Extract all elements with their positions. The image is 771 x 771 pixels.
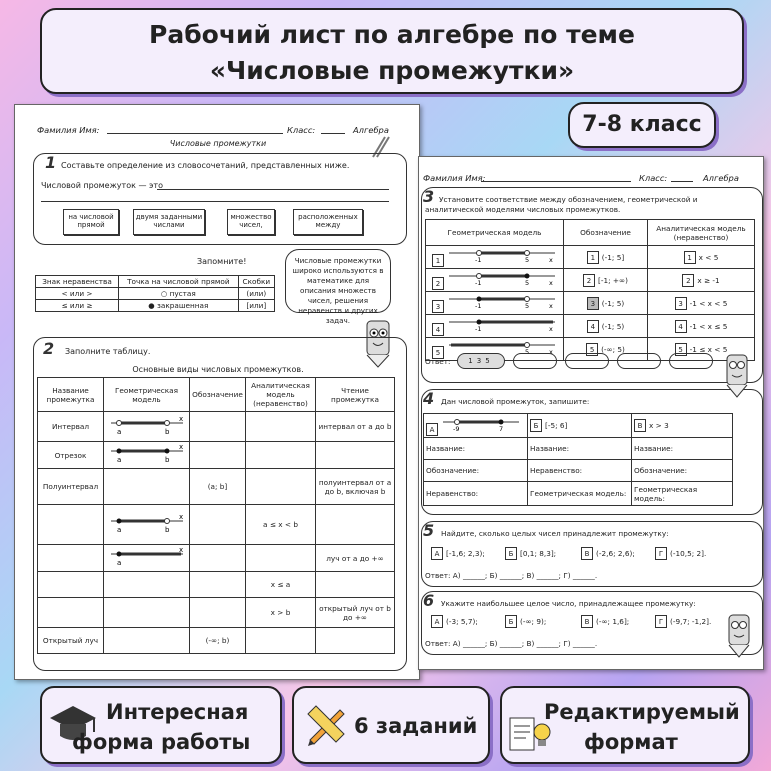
table-cell bbox=[190, 505, 246, 545]
match-geo: 4 -1 x bbox=[426, 315, 564, 338]
match-designation: 3 (-1; 5) bbox=[564, 292, 648, 315]
field-cell[interactable]: Обозначение: bbox=[424, 460, 528, 482]
task-5-option-a: А [-1,6; 2,3); bbox=[431, 547, 485, 560]
task-3-answer-label: Ответ: bbox=[425, 357, 451, 366]
task-6-number: 6 bbox=[423, 591, 435, 610]
task-1-number: 1 bbox=[45, 153, 57, 172]
svg-text:b: b bbox=[164, 456, 169, 464]
svg-text:a: a bbox=[116, 559, 121, 567]
table-cell: x ≤ a bbox=[246, 572, 316, 598]
remember-label: Запомните! bbox=[197, 257, 247, 266]
table-cell: полуинтервал от a до b, включая b bbox=[316, 469, 395, 505]
grade-badge: 7-8 класс bbox=[568, 102, 716, 148]
answer-pill[interactable] bbox=[513, 353, 557, 369]
name-label-2: Фамилия Имя: bbox=[423, 173, 486, 183]
field-cell[interactable]: Геометрическая модель: bbox=[632, 482, 733, 506]
option-c: В x > 3 bbox=[632, 414, 733, 438]
task-5-text: Найдите, сколько целых чисел принадлежит промежутку: bbox=[441, 529, 669, 538]
table-cell: (-∞; b) bbox=[190, 628, 246, 654]
task-6-option-a: А (-3; 5,7); bbox=[431, 615, 478, 628]
table-cell bbox=[190, 572, 246, 598]
table-cell bbox=[246, 469, 316, 505]
table-cell bbox=[246, 412, 316, 442]
intervals-table bbox=[37, 377, 395, 654]
task-3-text: Установите соответствие между обозначением, геометрической и аналитической моделями числовых промежутков. bbox=[425, 195, 698, 214]
match-ineq: 2 x ≥ -1 bbox=[648, 269, 755, 292]
task-2-caption: Основные виды числовых промежутков. bbox=[132, 365, 304, 374]
worksheet-page-1 bbox=[14, 104, 420, 680]
match-ineq: 1 x < 5 bbox=[648, 246, 755, 269]
table-cell bbox=[246, 442, 316, 469]
signs-header-3: Скобки bbox=[238, 276, 274, 288]
field-cell[interactable]: Неравенство: bbox=[528, 460, 632, 482]
match-ineq: 4 -1 < x ≤ 5 bbox=[648, 315, 755, 338]
signs-cell: < или > bbox=[36, 288, 119, 300]
feature-badge-2 bbox=[292, 686, 490, 764]
geo-model-cell bbox=[104, 505, 190, 545]
table-header: Аналитическая модель (неравенство) bbox=[246, 378, 316, 412]
table-cell bbox=[104, 598, 190, 628]
svg-text:a: a bbox=[116, 525, 121, 534]
task-4-text: Дан числовой промежуток, запишите: bbox=[441, 397, 590, 406]
feature-1-line-2: форма работы bbox=[72, 730, 251, 754]
table-header: Обозначение bbox=[190, 378, 246, 412]
answer-pill[interactable] bbox=[669, 353, 713, 369]
svg-text:x: x bbox=[549, 302, 553, 309]
table-cell bbox=[104, 469, 190, 505]
field-cell[interactable]: Обозначение: bbox=[632, 460, 733, 482]
table-cell: Полуинтервал bbox=[38, 469, 104, 505]
class-label-2: Класс: bbox=[639, 173, 668, 183]
table-cell: Отрезок bbox=[38, 442, 104, 469]
svg-text:x: x bbox=[549, 256, 553, 263]
card-1: на числовой прямой bbox=[63, 209, 119, 235]
svg-text:-1: -1 bbox=[475, 256, 482, 263]
svg-text:5: 5 bbox=[525, 348, 530, 355]
table-cell bbox=[38, 505, 104, 545]
geo-model-cell bbox=[104, 442, 190, 469]
class-label: Класс: bbox=[287, 125, 316, 135]
signs-cell: (или) bbox=[238, 288, 274, 300]
table-header: Название промежутка bbox=[38, 378, 104, 412]
match-ineq: 3 -1 < x < 5 bbox=[648, 292, 755, 315]
feature-badge-3 bbox=[500, 686, 750, 764]
pencil-ruler-icon bbox=[304, 702, 348, 748]
svg-text:5: 5 bbox=[525, 256, 530, 263]
signs-header-2: Точка на числовой прямой bbox=[119, 276, 239, 288]
task-5-number: 5 bbox=[423, 521, 435, 540]
task-6-answer: Ответ: А) ______; Б) ______; В) ______; Г) ______. bbox=[425, 639, 598, 648]
svg-text:a: a bbox=[116, 456, 121, 464]
svg-text:-1: -1 bbox=[475, 325, 482, 332]
svg-text:x: x bbox=[178, 512, 183, 521]
match-geo: 5 5 x bbox=[426, 338, 564, 361]
feature-badge-1 bbox=[40, 686, 282, 764]
feature-3-line-2: формат bbox=[584, 730, 678, 754]
svg-text:x: x bbox=[178, 414, 183, 423]
card-2: двумя заданными числами bbox=[133, 209, 205, 235]
task-5-option-d: Г (-10,5; 2]. bbox=[655, 547, 706, 560]
signs-table bbox=[35, 275, 275, 312]
signs-cell: [или] bbox=[238, 300, 274, 312]
svg-text:5: 5 bbox=[525, 302, 530, 309]
table-header: Геометрическая модель bbox=[104, 378, 190, 412]
pencil-mascot-icon bbox=[719, 607, 759, 661]
task-4-number: 4 bbox=[423, 389, 435, 408]
task-6-option-c: В (-∞; 1,6]; bbox=[581, 615, 629, 628]
svg-text:x: x bbox=[178, 546, 183, 554]
answer-pill-filled: 135 bbox=[457, 353, 505, 369]
match-header: Аналитическая модель (неравенство) bbox=[648, 220, 755, 246]
subject-label-2: Алгебра bbox=[703, 173, 739, 183]
table-header: Чтение промежутка bbox=[316, 378, 395, 412]
table-cell: Открытый луч bbox=[38, 628, 104, 654]
task-6-option-d: Г (-9,7; -1,2]. bbox=[655, 615, 711, 628]
task-2-number: 2 bbox=[43, 339, 55, 358]
svg-text:-9: -9 bbox=[453, 424, 460, 432]
signs-cell: ○ пустая bbox=[119, 288, 239, 300]
table-cell bbox=[104, 572, 190, 598]
title-line-2: «Числовые промежутки» bbox=[209, 56, 575, 85]
table-cell bbox=[38, 598, 104, 628]
table-cell: a ≤ x < b bbox=[246, 505, 316, 545]
task-5-option-b: Б [0,1; 8,3]; bbox=[505, 547, 556, 560]
geo-model-cell bbox=[104, 545, 190, 572]
signs-header-1: Знак неравенства bbox=[36, 276, 119, 288]
field-cell[interactable]: Название: bbox=[632, 438, 733, 460]
svg-text:x: x bbox=[549, 279, 553, 286]
task-1-definition-label: Числовой промежуток — это bbox=[41, 181, 163, 190]
svg-text:b: b bbox=[164, 427, 169, 436]
table-cell: x > b bbox=[246, 598, 316, 628]
answer-pill[interactable] bbox=[617, 353, 661, 369]
field-cell[interactable]: Неравенство: bbox=[424, 482, 528, 506]
signs-cell: ≤ или ≥ bbox=[36, 300, 119, 312]
table-cell bbox=[38, 572, 104, 598]
match-geo: 2 -1 5 x bbox=[426, 269, 564, 292]
table-cell bbox=[316, 572, 395, 598]
table-cell: луч от a до +∞ bbox=[316, 545, 395, 572]
table-cell bbox=[246, 545, 316, 572]
svg-text:7: 7 bbox=[499, 424, 504, 432]
table-cell bbox=[190, 545, 246, 572]
field-cell[interactable]: Геометрическая модель: bbox=[528, 482, 632, 506]
sheet-title: Числовые промежутки bbox=[169, 139, 267, 148]
card-3: множество чисел, bbox=[227, 209, 275, 235]
svg-text:x: x bbox=[178, 443, 183, 451]
svg-text:x: x bbox=[549, 325, 553, 332]
field-cell[interactable]: Название: bbox=[528, 438, 632, 460]
signs-cell: ● закрашенная bbox=[119, 300, 239, 312]
option-a: А -9 7 bbox=[424, 414, 528, 438]
feature-2-line-1: 6 заданий bbox=[354, 714, 478, 738]
pencil-mascot-icon bbox=[717, 347, 757, 401]
svg-text:x: x bbox=[549, 348, 553, 355]
tick-a: a bbox=[116, 427, 121, 436]
table-cell: (a; b] bbox=[190, 469, 246, 505]
task-6-option-b: Б (-∞; 9); bbox=[505, 615, 546, 628]
feature-3-line-1: Редактируемый bbox=[544, 700, 740, 724]
svg-text:5: 5 bbox=[525, 279, 530, 286]
table-cell: Интервал bbox=[38, 412, 104, 442]
task-5-option-c: В (-2,6; 2,6); bbox=[581, 547, 635, 560]
svg-text:b: b bbox=[164, 525, 169, 534]
table-cell: интервал от a до b bbox=[316, 412, 395, 442]
task-6-text: Укажите наибольшее целое число, принадлежащее промежутку: bbox=[441, 599, 696, 608]
task-2-text: Заполните таблицу. bbox=[65, 347, 151, 356]
title-banner bbox=[40, 8, 744, 94]
match-designation: 2 [-1; +∞) bbox=[564, 269, 648, 292]
worksheet-page-2 bbox=[418, 156, 764, 670]
table-cell: открытый луч от b до +∞ bbox=[316, 598, 395, 628]
match-header: Обозначение bbox=[564, 220, 648, 246]
match-geo: 3 -1 5 x bbox=[426, 292, 564, 315]
subject-label: Алгебра bbox=[353, 125, 389, 135]
svg-text:-1: -1 bbox=[475, 279, 482, 286]
table-cell bbox=[316, 442, 395, 469]
table-cell bbox=[38, 545, 104, 572]
answer-pill[interactable] bbox=[565, 353, 609, 369]
task-5-answer: Ответ: А) ______; Б) ______; В) ______; Г) ______. bbox=[425, 571, 598, 580]
table-cell bbox=[246, 628, 316, 654]
table-cell bbox=[316, 505, 395, 545]
table-cell bbox=[190, 598, 246, 628]
field-cell[interactable]: Название: bbox=[424, 438, 528, 460]
match-designation: 1 (-1; 5] bbox=[564, 246, 648, 269]
table-cell bbox=[104, 628, 190, 654]
matching-table bbox=[425, 219, 755, 361]
geo-model-cell bbox=[104, 412, 190, 442]
info-bubble: Числовые промежутки широко используются в математике для описания множеств чисел, решения неравенств и других задач. bbox=[285, 249, 391, 313]
match-header: Геометрическая модель bbox=[426, 220, 564, 246]
title-line-1: Рабочий лист по алгебре по теме bbox=[149, 20, 635, 49]
match-ineq: 5 -1 ≤ x < 5 bbox=[648, 338, 755, 361]
task-4-table bbox=[423, 413, 733, 506]
table-cell bbox=[316, 628, 395, 654]
table-cell bbox=[190, 442, 246, 469]
svg-text:-1: -1 bbox=[475, 302, 482, 309]
match-designation: 5 (-∞; 5) bbox=[564, 338, 648, 361]
match-designation: 4 (-1; 5) bbox=[564, 315, 648, 338]
match-geo: 1 -1 5 x bbox=[426, 246, 564, 269]
task-1-text: Составьте определение из словосочетаний, представленных ниже. bbox=[61, 161, 350, 170]
name-label: Фамилия Имя: bbox=[37, 125, 100, 135]
task-3-number: 3 bbox=[423, 187, 435, 206]
option-b: Б [-5; 6] bbox=[528, 414, 632, 438]
table-cell bbox=[190, 412, 246, 442]
card-4: расположенных между bbox=[293, 209, 363, 235]
feature-1-line-1: Интересная bbox=[106, 700, 249, 724]
